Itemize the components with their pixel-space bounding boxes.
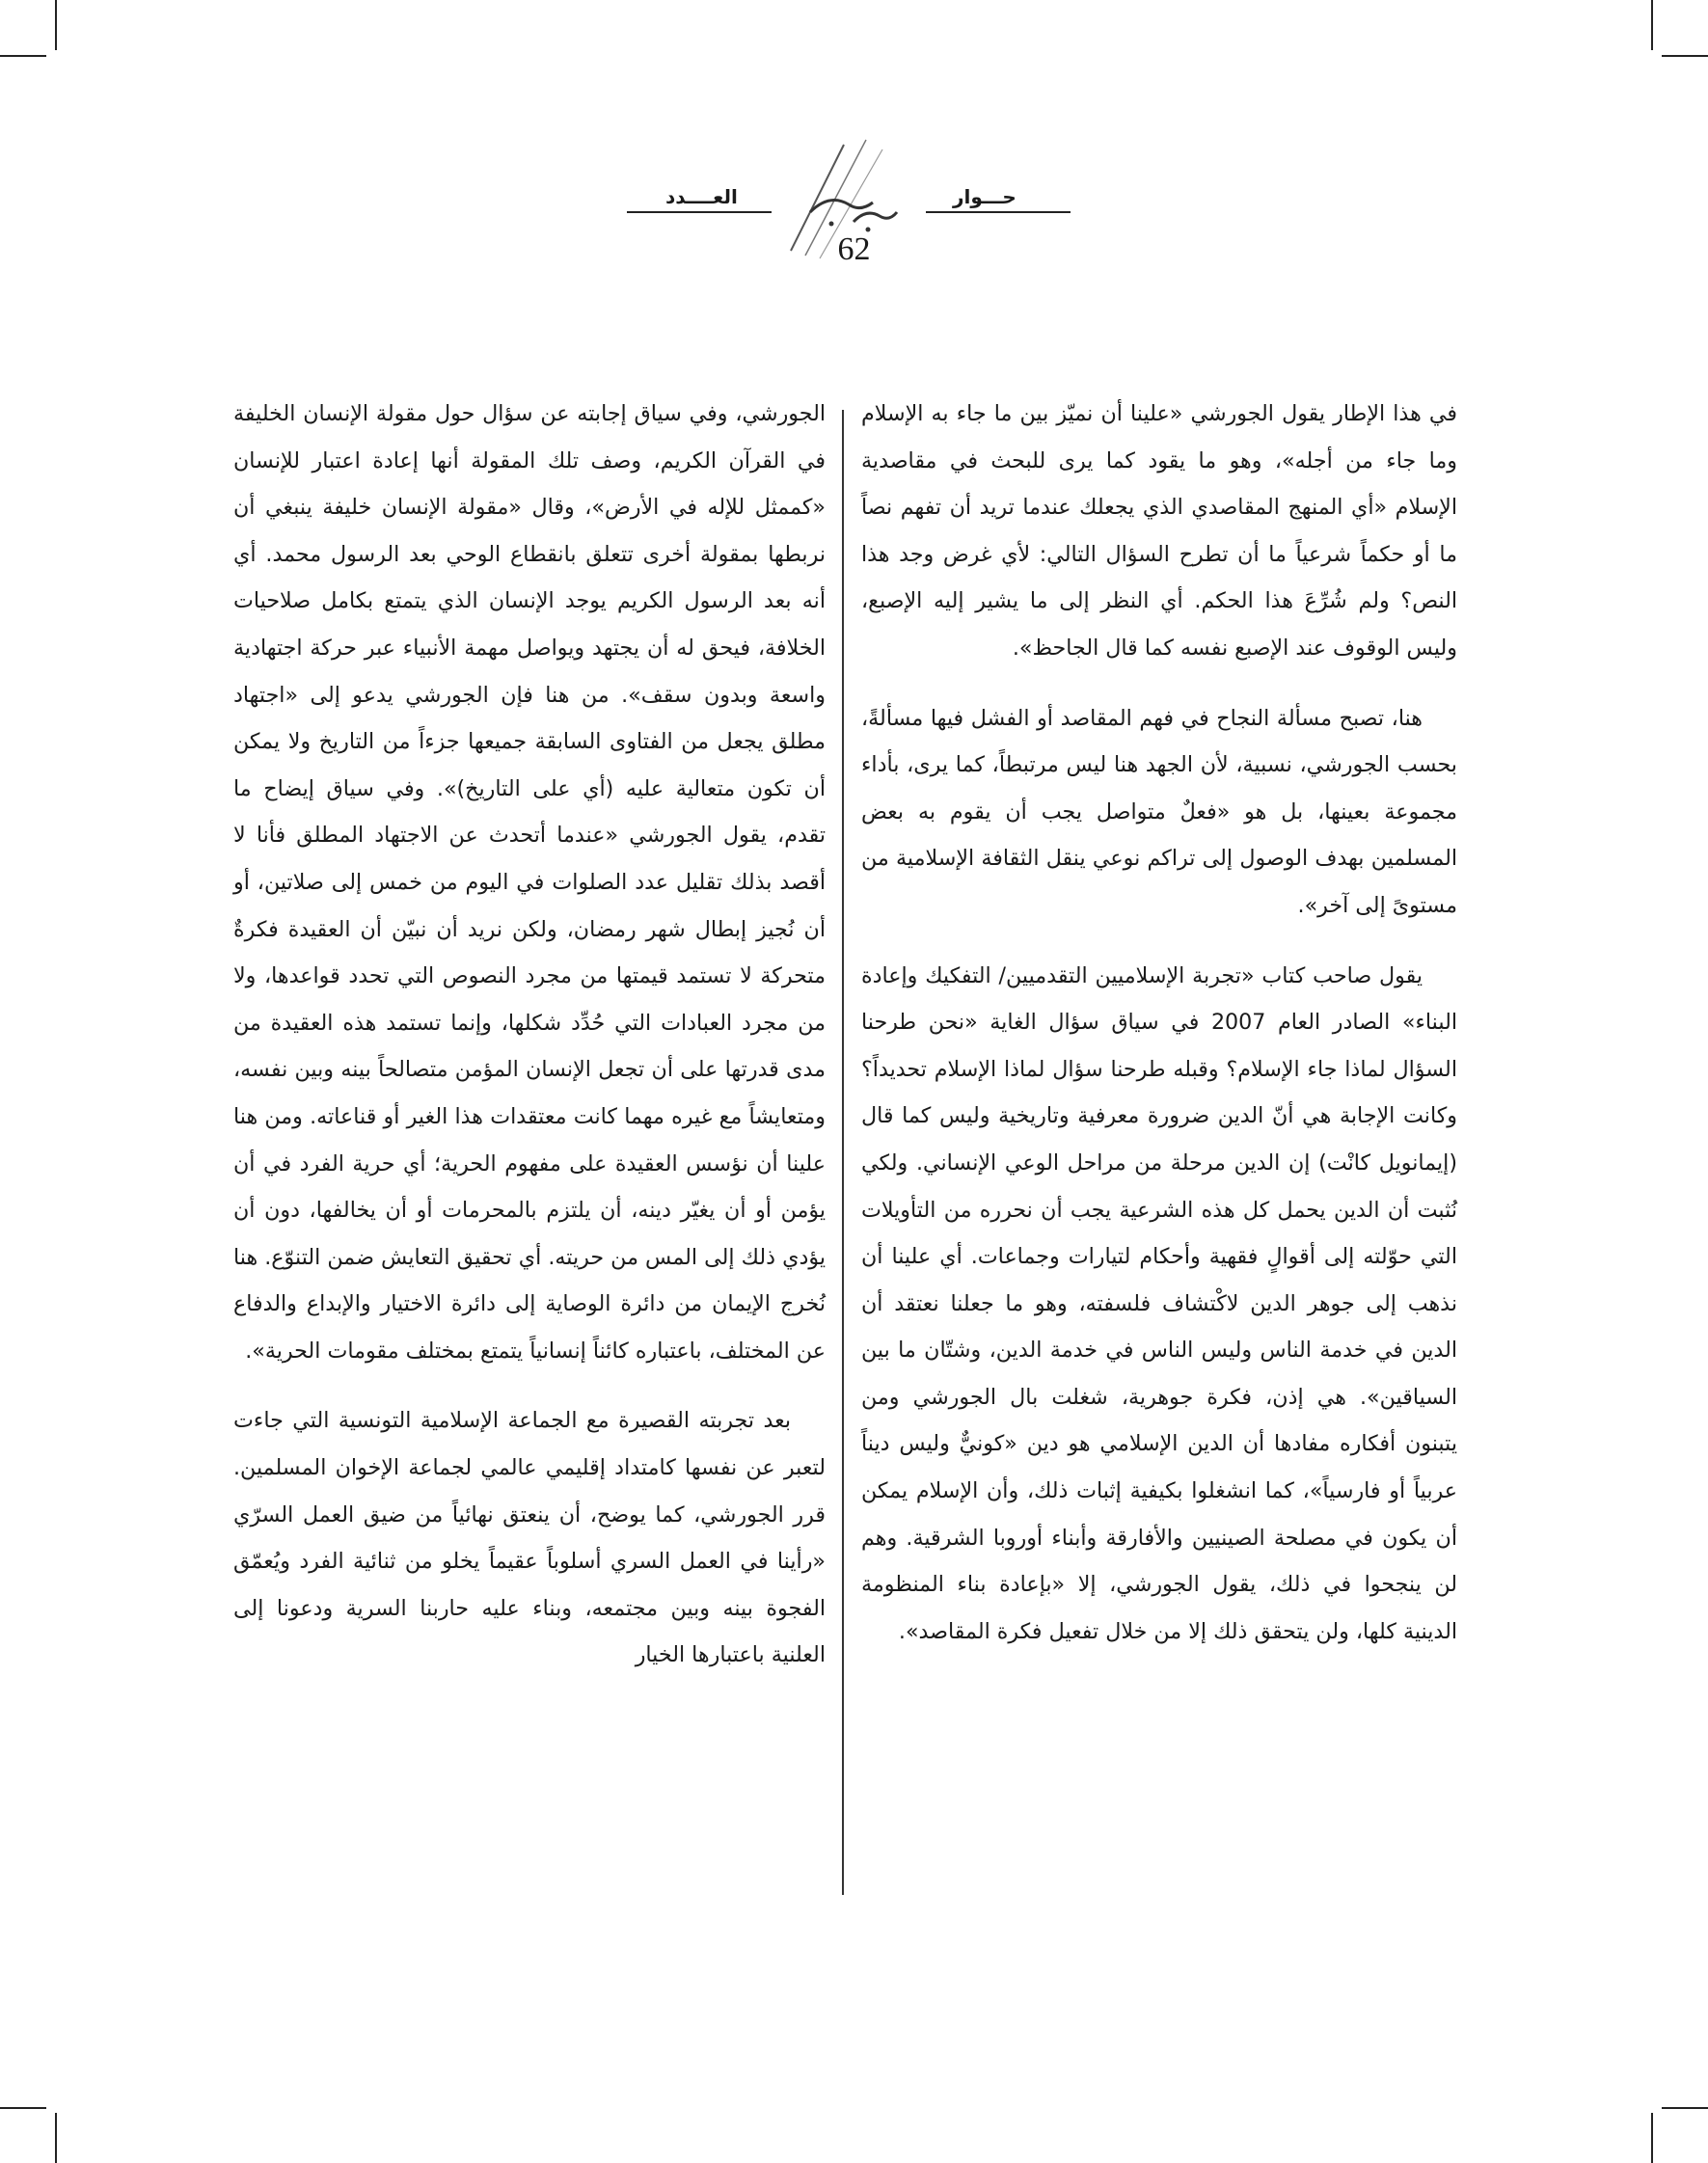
paragraph: بعد تجربته القصيرة مع الجماعة الإسلامية التونسية التي جاءت لتعبر عن نفسها كامتداد إقليمي عالمي لجماعة الإخوان المسلمين. قرر الجورشي، كما يوضح، أن ينعتق نهائياً من ضيق العمل السرّي «رأينا في العمل السري أسلوباً عقيماً يخلو من ثنائية الفرد ويُعمّق الفجوة بينه وبين مجتمعه، وبناء عليه حاربنا السرية ودعونا إلى العلنية باعتبارها الخيار [233, 1408, 826, 1668]
crop-mark [55, 2113, 57, 2163]
paragraph: الجورشي، وفي سياق إجابته عن سؤال حول مقولة الإنسان الخليفة في القرآن الكريم، وصف تلك المقولة أنها إعادة اعتبار للإنسان «كممثل للإله في الأرض»، وقال «مقولة الإنسان خليفة ينبغي أن نربطها بمقولة أخرى تتعلق بانقطاع الوحي بعد الرسول محمد. أي أنه بعد الرسول الكريم يوجد الإنسان الذي يتمتع بكامل صلاحيات الخلافة، فيحق له أن يجتهد ويواصل مهمة الأنبياء عبر حركة اجتهادية واسعة وبدون سقف». من هنا فإن الجورشي يدعو إلى «اجتهاد مطلق يجعل من الفتاوى السابقة جميعها جزءاً من التاريخ ولا يمكن أن تكون متعالية عليه (أي على التاريخ)». وفي سياق إيضاح ما تقدم، يقول الجورشي «عندما أتحدث عن الاجتهاد المطلق فأنا لا أقصد بذلك تقليل عدد الصلوات في اليوم من خمس إلى صلاتين، أو أن نُجيز إبطال شهر رمضان، ولكن نريد أن نبيّن أن العقيدة فكرةٌ متحركة لا تستمد قيمتها من مجرد النصوص التي تحدد قواعدها، ولا من مجرد العبادات التي حُدِّد شكلها، وإنما تستمد هذه العقيدة من مدى قدرتها على أن تجعل الإنسان المؤمن متصالحاً بينه وبين نفسه، ومتعايشاً مع غيره مهما كانت معتقدات هذا الغير أو قناعاته. ومن هنا علينا أن نؤسس العقيدة على مفهوم الحرية؛ أي حرية الفرد في أن يؤمن أو أن يغيّر دينه، أن يلتزم بالمحرمات أو أن يخالفها، دون أن يؤدي ذلك إلى المس من حريته. أي تحقيق التعايش ضمن التنوّع. هنا نُخرج الإيمان من دائرة الوصاية إلى دائرة الاختيار والإبداع والدفاع عن المختلف، باعتباره كائناً إنسانياً يتمتع بمختلف مقومات الحرية». [233, 401, 826, 1364]
crop-mark [0, 2107, 46, 2109]
crop-mark [55, 0, 57, 50]
page-number: 62 [837, 231, 871, 267]
crop-mark [1651, 2113, 1653, 2163]
paragraph: يقول صاحب كتاب «تجربة الإسلاميين التقدميين/ التفكيك وإعادة البناء» الصادر العام 2007 في سياق سؤال الغاية «نحن طرحنا السؤال لماذا جاء الإسلام؟ وقبله طرحنا سؤال لماذا الإسلام تحديداً؟ وكانت الإجابة هي أنّ الدين ضرورة معرفية وتاريخية وليس كما قال (إيمانويل كانْت) إن الدين مرحلة من مراحل الوعي الإنساني. ولكي نُثبت أن الدين يحمل كل هذه الشرعية يجب أن نحرره من التأويلات التي حوّلته إلى أقوالٍ فقهية وأحكام لتيارات وجماعات. أي علينا أن نذهب إلى جوهر الدين لاكْتشاف فلسفته، وهو ما جعلنا نعتقد أن الدين في خدمة الناس وليس الناس في خدمة الدين، وشتّان ما بين السياقين». هي إذن، فكرة جوهرية، شغلت بال الجورشي ومن يتبنون أفكاره مفادها أن الدين الإسلامي هو دين «كونيٌّ وليس ديناً عربياً أو فارسياً»، كما انشغلوا بكيفية إثبات ذلك، وأن الإسلام يمكن أن يكون في مصلحة الصينيين والأفارقة وأبناء أوروبا الشرقية. وهم لن ينجحوا في ذلك، يقول الجورشي، إلا «بإعادة بناء المنظومة الدينية كلها، ولن يتحقق ذلك إلا من خلال تفعيل فكرة المقاصد». [861, 962, 1458, 1644]
crop-mark [1662, 2107, 1708, 2109]
crop-mark [0, 55, 46, 57]
issue-label: العــــدد [665, 185, 738, 208]
right-column [861, 391, 1457, 1678]
header-rule [627, 211, 772, 213]
magazine-name: حـــوار [953, 185, 1017, 208]
left-column [233, 391, 826, 1702]
paragraph: هنا، تصبح مسألة النجاح في فهم المقاصد أو الفشل فيها مسألةً، بحسب الجورشي، نسبية، لأن الجهد هنا ليس مرتبطاً، كما يرى، بأداء مجموعة بعينها، بل هو «فعلٌ متواصل يجب أن يقوم به بعض المسلمين بهدف الوصول إلى تراكم نوعي ينقل الثقافة الإسلامية من مستوىً إلى آخر». [861, 705, 1457, 918]
paragraph: في هذا الإطار يقول الجورشي «علينا أن نميّز بين ما جاء به الإسلام وما جاء من أجله»، وهو ما يقود كما يرى للبحث في مقاصدية الإسلام «أي المنهج المقاصدي الذي يجعلك عندما تريد أن تفهم نصاً ما أو حكماً شرعياً ما أن تطرح السؤال التالي: لأي غرض وجد هذا النص؟ ولم شُرِّعَ هذا الحكم. أي النظر إلى ما يشير إليه الإصبع، وليس الوقوف عند الإصبع نفسه كما قال الجاحظ». [861, 401, 1457, 661]
column-divider [842, 410, 844, 1895]
crop-mark [1662, 55, 1708, 57]
header-rule [926, 211, 1071, 213]
crop-mark [1651, 0, 1653, 50]
